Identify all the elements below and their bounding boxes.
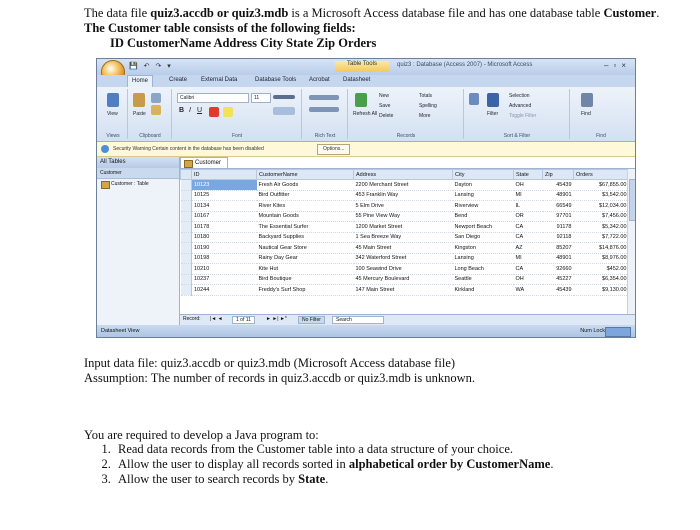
table-row[interactable]: [181, 285, 629, 296]
cell-state[interactable]: CA: [514, 232, 543, 243]
align-icon[interactable]: [273, 95, 295, 99]
totals-button[interactable]: Totals: [419, 93, 433, 99]
advanced-button[interactable]: Advanced: [509, 103, 532, 109]
cell-zip[interactable]: 92118: [543, 232, 574, 243]
column-header-state[interactable]: State: [514, 170, 543, 180]
find-label: Find: [581, 111, 591, 117]
paste-label: Paste: [133, 111, 146, 117]
row-selector[interactable]: [181, 253, 192, 264]
underline-icon[interactable]: U: [197, 107, 203, 114]
table-row[interactable]: [181, 232, 629, 243]
cell-city[interactable]: Long Beach: [453, 264, 514, 275]
nav-pane-header[interactable]: All Tables: [97, 157, 179, 168]
bold-icon[interactable]: B: [179, 107, 185, 114]
cell-address[interactable]: 55 Pine View Way: [354, 211, 453, 222]
cell-city[interactable]: Riverview: [453, 201, 514, 212]
row-selector[interactable]: [181, 180, 192, 191]
cell-customername[interactable]: Bird Outfitter: [257, 190, 354, 201]
tab-home[interactable]: Home: [127, 75, 153, 87]
cell-id[interactable]: 10125: [192, 190, 257, 201]
table-row[interactable]: [181, 180, 629, 191]
select-all-cell[interactable]: [181, 170, 192, 180]
intro-line-2: [84, 21, 684, 36]
cell-orders[interactable]: $14,876.00: [574, 243, 629, 254]
cell-address[interactable]: 147 Main Street: [354, 285, 453, 296]
view-switcher-icon[interactable]: [605, 327, 631, 337]
cell-orders[interactable]: $7,722.00: [574, 232, 629, 243]
cell-id[interactable]: 10237: [192, 274, 257, 285]
view-label: View: [107, 111, 118, 117]
row-selector[interactable]: [181, 274, 192, 285]
status-view-label: Datasheet View: [101, 328, 140, 334]
cell-zip[interactable]: 45439: [543, 180, 574, 191]
row-selector[interactable]: [181, 232, 192, 243]
group-records: [349, 89, 464, 139]
sort-ascending-icon[interactable]: [469, 93, 479, 105]
cell-state[interactable]: AZ: [514, 243, 543, 254]
cell-customername[interactable]: Kite Hut: [257, 264, 354, 275]
table-row[interactable]: [181, 264, 629, 275]
cell-zip[interactable]: 45439: [543, 285, 574, 296]
tab-database-tools[interactable]: Database Tools: [255, 77, 297, 83]
delete-record-button[interactable]: Delete: [379, 113, 394, 119]
row-selector[interactable]: [181, 190, 192, 201]
group-label: Rich Text: [314, 133, 336, 139]
cell-city[interactable]: Bend: [453, 211, 514, 222]
cell-customername[interactable]: Backyard Supplies: [257, 232, 354, 243]
table-row[interactable]: [181, 243, 629, 254]
cell-orders[interactable]: $452.00: [574, 264, 629, 275]
font-size-select[interactable]: [251, 93, 271, 103]
more-button[interactable]: More: [419, 113, 431, 119]
cell-city[interactable]: Lansing: [453, 253, 514, 264]
record-position-field[interactable]: 1 of 11: [232, 316, 255, 324]
cell-id[interactable]: 10190: [192, 243, 257, 254]
navigation-pane: [97, 157, 180, 325]
row-selector[interactable]: [181, 222, 192, 233]
task-text: .: [325, 472, 329, 486]
group-label: Clipboard: [139, 133, 161, 139]
row-selector[interactable]: [181, 285, 192, 296]
intro-line-1: [84, 6, 684, 21]
cell-id[interactable]: 10198: [192, 253, 257, 264]
font-name-select[interactable]: [177, 93, 249, 103]
task-emphasis: alphabetical order by CustomerName: [348, 457, 551, 471]
cell-state[interactable]: MI: [514, 253, 543, 264]
format-painter-icon[interactable]: [151, 105, 161, 115]
intro-text: [84, 6, 684, 51]
task-item: [114, 457, 684, 472]
cell-orders[interactable]: $6,354.00: [574, 274, 629, 285]
security-warning-bar: [97, 142, 635, 157]
cell-id[interactable]: 10167: [192, 211, 257, 222]
column-header-customername[interactable]: CustomerName: [257, 170, 354, 180]
intro-text-segment: table consists of the following fields:: [160, 21, 356, 35]
group-label: Font: [231, 133, 242, 139]
document-tab-label: Customer: [195, 160, 222, 166]
find-icon[interactable]: [581, 93, 593, 107]
filter-icon[interactable]: [487, 93, 499, 107]
cell-address[interactable]: 342 Waterford Street: [354, 253, 453, 264]
group-label: Records: [396, 133, 416, 139]
cell-id[interactable]: 10123: [192, 180, 257, 191]
table-row[interactable]: [181, 274, 629, 285]
search-input[interactable]: Search: [332, 316, 384, 324]
task-intro: You are required to develop a Java program to:: [84, 428, 319, 442]
cell-id[interactable]: 10178: [192, 222, 257, 233]
cell-state[interactable]: MI: [514, 190, 543, 201]
row-selector[interactable]: [181, 264, 192, 275]
cell-address[interactable]: 453 Franklin Way: [354, 190, 453, 201]
group-font: [173, 89, 302, 139]
row-selector[interactable]: [181, 201, 192, 212]
cell-address[interactable]: 100 Seawind Drive: [354, 264, 453, 275]
cell-city[interactable]: Lansing: [453, 190, 514, 201]
group-rich-text: [303, 89, 348, 139]
num-lock-indicator: Num Lock: [580, 328, 605, 334]
file-name: quiz3.accdb or quiz3.mdb: [150, 6, 289, 20]
save-record-button[interactable]: Save: [379, 103, 391, 109]
group-label: Views: [106, 133, 120, 139]
column-header-zip[interactable]: Zip: [543, 170, 574, 180]
cell-orders[interactable]: $5,342.00: [574, 222, 629, 233]
list-icon[interactable]: [309, 95, 339, 100]
group-views: [99, 89, 128, 139]
cell-orders[interactable]: $12,034.00: [574, 201, 629, 212]
cell-orders[interactable]: $9,130.00: [574, 285, 629, 296]
cell-id[interactable]: 10244: [192, 285, 257, 296]
group-sort-filter: [465, 89, 570, 139]
table-row[interactable]: [181, 190, 629, 201]
cell-customername[interactable]: River Kites: [257, 201, 354, 212]
italic-icon[interactable]: I: [189, 107, 191, 114]
cell-city[interactable]: Kirkland: [453, 285, 514, 296]
font-name-value: Calibri: [180, 95, 195, 101]
task-item: [114, 472, 684, 487]
cell-zip[interactable]: 91178: [543, 222, 574, 233]
record-label: Record:: [183, 316, 201, 322]
selection-button[interactable]: Selection: [509, 93, 530, 99]
cell-address[interactable]: 45 Main Street: [354, 243, 453, 254]
assumption-line: Assumption: The number of records in quiz3.accdb or quiz3.mdb is unknown.: [84, 371, 476, 385]
first-record-icon[interactable]: |◄ ◄: [210, 316, 223, 322]
cell-id[interactable]: 10210: [192, 264, 257, 275]
vertical-scrollbar[interactable]: [627, 169, 635, 314]
cell-orders[interactable]: $67,855.00: [574, 180, 629, 191]
cell-customername[interactable]: Freddy's Surf Shop: [257, 285, 354, 296]
cell-state[interactable]: OH: [514, 274, 543, 285]
table-tools-label: Table Tools: [335, 61, 389, 72]
cell-state[interactable]: WA: [514, 285, 543, 296]
next-record-icon[interactable]: ► ►| ►*: [266, 316, 287, 322]
task-text: Read data records from the Customer table into a data structure of your choice.: [118, 442, 513, 456]
cell-orders[interactable]: $7,456.00: [574, 211, 629, 222]
cell-address[interactable]: 1 Sea Breeze Way: [354, 232, 453, 243]
datasheet: [180, 157, 635, 325]
intro-text-segment: .: [656, 6, 660, 20]
fill-color-icon[interactable]: [223, 107, 233, 117]
record-navigator: [180, 314, 635, 325]
column-header-address[interactable]: Address: [354, 170, 453, 180]
task-text: .: [550, 457, 554, 471]
table-name: Customer: [603, 6, 657, 20]
group-label: Sort & Filter: [503, 133, 531, 139]
no-filter-button[interactable]: No Filter: [298, 316, 325, 324]
font-size-value: 11: [254, 95, 260, 101]
cell-zip[interactable]: 97701: [543, 211, 574, 222]
cut-icon[interactable]: [151, 93, 161, 103]
cell-customername[interactable]: The Essential Surfer: [257, 222, 354, 233]
nav-item-label: Customer : Table: [111, 181, 149, 187]
access-window: [96, 58, 636, 338]
table-icon: [184, 160, 193, 168]
cell-zip[interactable]: 48901: [543, 253, 574, 264]
cell-customername[interactable]: Bird Boutique: [257, 274, 354, 285]
cell-zip[interactable]: 92660: [543, 264, 574, 275]
cell-zip[interactable]: 45227: [543, 274, 574, 285]
table-icon: [101, 181, 110, 189]
task-list: [100, 442, 684, 487]
indent-icon[interactable]: [309, 107, 339, 112]
cell-address[interactable]: 5 Elm Drive: [354, 201, 453, 212]
cell-id[interactable]: 10134: [192, 201, 257, 212]
cell-address[interactable]: 2200 Merchant Street: [354, 180, 453, 191]
title-bar: [97, 59, 635, 75]
security-warning-text: Security Warning Certain content in the database has been disabled: [113, 146, 264, 152]
scrollbar-thumb[interactable]: [629, 179, 636, 221]
cell-zip[interactable]: 48901: [543, 190, 574, 201]
status-bar: [97, 325, 635, 337]
cell-state[interactable]: OR: [514, 211, 543, 222]
intro-text-segment: The data file: [84, 6, 151, 20]
fields-line: ID CustomerName Address City State Zip Orders: [110, 36, 377, 50]
table-row[interactable]: [181, 222, 629, 233]
table-row[interactable]: [181, 201, 629, 212]
task-text: Allow the user to display all records sorted in: [118, 457, 349, 471]
tab-datasheet[interactable]: Datasheet: [343, 77, 371, 83]
paste-icon[interactable]: [133, 93, 145, 107]
cell-zip[interactable]: 85207: [543, 243, 574, 254]
window-controls[interactable]: –▫×: [604, 61, 631, 70]
column-header-city[interactable]: City: [453, 170, 514, 180]
options-button[interactable]: Options...: [317, 144, 350, 155]
cell-id[interactable]: 10180: [192, 232, 257, 243]
cell-state[interactable]: CA: [514, 222, 543, 233]
cell-city[interactable]: San Diego: [453, 232, 514, 243]
cell-address[interactable]: 1200 Market Street: [354, 222, 453, 233]
table-name: Customer: [107, 21, 161, 35]
cell-customername[interactable]: Mountain Goods: [257, 211, 354, 222]
cell-zip[interactable]: 66549: [543, 201, 574, 212]
refresh-icon[interactable]: [355, 93, 367, 107]
new-record-button[interactable]: New: [379, 93, 390, 99]
task-emphasis: State: [298, 472, 326, 486]
cell-state[interactable]: IL: [514, 201, 543, 212]
cell-address[interactable]: 45 Mercury Boulevard: [354, 274, 453, 285]
task-text: Allow the user to search records by: [118, 472, 299, 486]
cell-city[interactable]: Dayton: [453, 180, 514, 191]
column-header-orders[interactable]: Orders: [574, 170, 629, 180]
cell-orders[interactable]: $3,542.00: [574, 190, 629, 201]
cell-customername[interactable]: Rainy Day Gear: [257, 253, 354, 264]
quick-access-toolbar[interactable]: 💾 ↶ ↷ ▾: [129, 63, 173, 70]
cell-customername[interactable]: Fresh Air Goods: [257, 180, 354, 191]
filter-label: Filter: [487, 111, 499, 117]
cell-state[interactable]: OH: [514, 180, 543, 191]
ribbon-tabs: [97, 75, 635, 87]
cell-city[interactable]: Kingston: [453, 243, 514, 254]
gridlines-icon[interactable]: [273, 107, 295, 115]
header-row: [181, 170, 629, 180]
group-find: [571, 89, 631, 139]
task-item: [114, 442, 684, 457]
tab-external-data[interactable]: External Data: [201, 77, 238, 83]
cell-city[interactable]: Newport Beach: [453, 222, 514, 233]
column-header-id[interactable]: ID: [192, 170, 257, 180]
cell-state[interactable]: CA: [514, 264, 543, 275]
table-row[interactable]: [181, 253, 629, 264]
document-tab-customer[interactable]: [180, 157, 228, 168]
window-title: quiz3 : Database (Access 2007) - Microsoft Access: [397, 62, 533, 68]
cell-customername[interactable]: Nautical Gear Store: [257, 243, 354, 254]
tab-create[interactable]: Create: [169, 77, 188, 83]
customer-table: [180, 169, 629, 296]
spelling-button[interactable]: Spelling: [419, 103, 437, 109]
row-selector[interactable]: [181, 243, 192, 254]
font-color-icon[interactable]: [209, 107, 219, 117]
group-clipboard: [129, 89, 172, 139]
intro-text-segment: The: [84, 21, 108, 35]
nav-group-customer[interactable]: Customer: [97, 168, 179, 179]
table-row[interactable]: [181, 211, 629, 222]
nav-item-customer-table[interactable]: [97, 179, 179, 189]
ribbon: [97, 87, 635, 142]
cell-city[interactable]: Seattle: [453, 274, 514, 285]
tab-acrobat[interactable]: Acrobat: [309, 77, 330, 83]
shield-icon: [101, 145, 109, 153]
intro-text-segment: is a Microsoft Access database file and has one database table: [288, 6, 604, 20]
cell-orders[interactable]: $8,976.00: [574, 253, 629, 264]
refresh-label: Refresh All: [353, 111, 378, 117]
view-icon[interactable]: [107, 93, 119, 107]
toggle-filter-button[interactable]: Toggle Filter: [509, 113, 537, 119]
row-selector[interactable]: [181, 211, 192, 222]
input-file-line: Input data file: quiz3.accdb or quiz3.mdb (Microsoft Access database file): [84, 356, 456, 370]
group-label: Find: [596, 133, 606, 139]
